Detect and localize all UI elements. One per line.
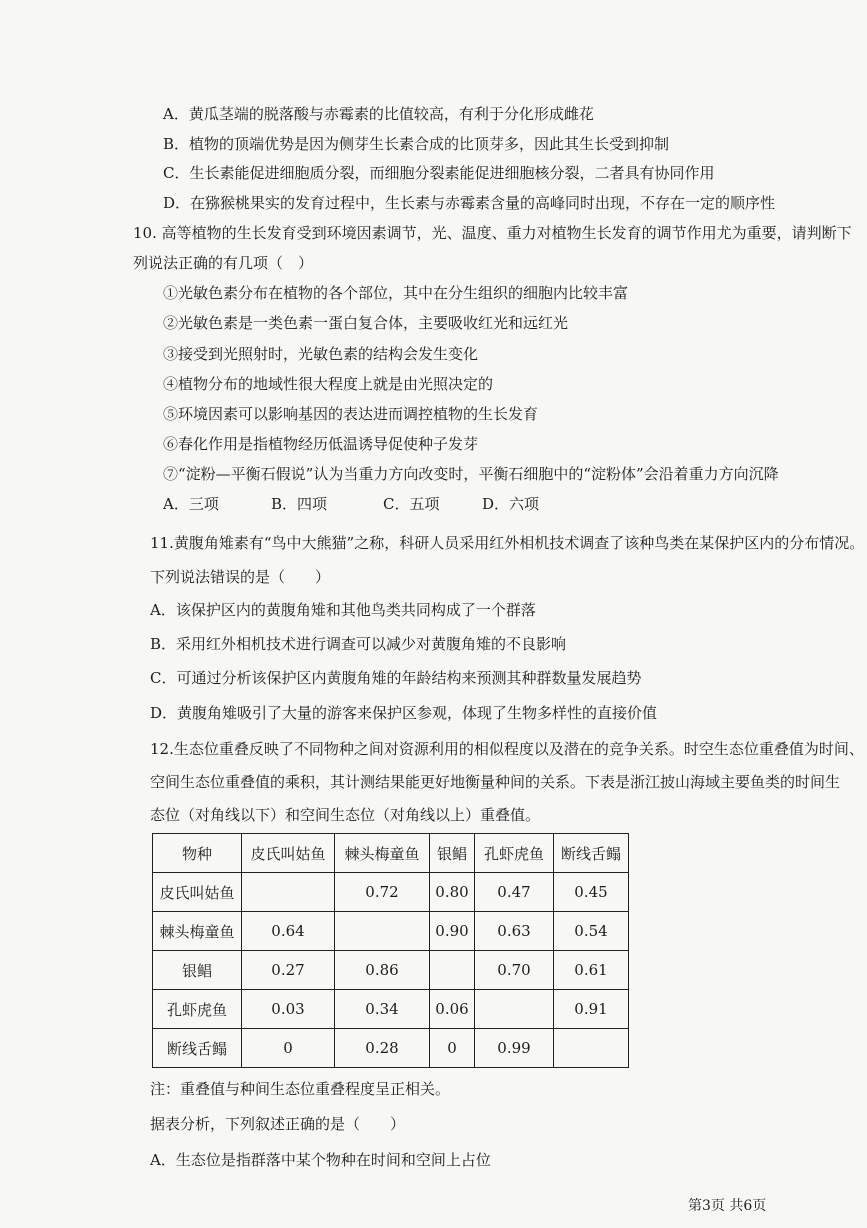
table-cell: 0.45 [554, 873, 629, 912]
q12-note: 注：重叠值与种间生态位重叠程度呈正相关。 [150, 1080, 451, 1098]
table-cell [335, 912, 430, 951]
q11-stem-line1: 11.黄腹角雉素有“鸟中大熊猫”之称，科研人员采用红外相机技术调查了该种鸟类在某保护区内的分布情况。 [150, 534, 865, 552]
table-cell: 0.54 [554, 912, 629, 951]
row-label: 孔虾虎鱼 [153, 990, 242, 1029]
table-cell [475, 990, 554, 1029]
niche-overlap-table [152, 833, 629, 1068]
header-col-3: 银鲳 [430, 834, 475, 873]
table-row [153, 873, 629, 912]
table-cell: 0.64 [242, 912, 335, 951]
q10-option-b: B．四项 [271, 495, 328, 513]
table-cell [242, 873, 335, 912]
table-row [153, 990, 629, 1029]
q11-stem-line2: 下列说法错误的是（ ） [150, 568, 331, 586]
header-col-1: 皮氏叫姑鱼 [242, 834, 335, 873]
table-cell: 0.86 [335, 951, 430, 990]
table-cell: 0.28 [335, 1029, 430, 1068]
row-label: 皮氏叫姑鱼 [153, 873, 242, 912]
q10-item-5: ⑤环境因素可以影响基因的表达进而调控植物的生长发育 [163, 405, 539, 423]
header-species: 物种 [153, 834, 242, 873]
q11-option-b: B．采用红外相机技术进行调查可以减少对黄腹角雉的不良影响 [150, 635, 567, 653]
q10-item-4: ④植物分布的地域性很大程度上就是由光照决定的 [163, 375, 494, 393]
table-cell: 0 [430, 1029, 475, 1068]
q12-stem-line1: 12.生态位重叠反映了不同物种之间对资源利用的相似程度以及潜在的竞争关系。时空生态位重叠值为时间、 [150, 740, 864, 758]
q11-option-a: A．该保护区内的黄腹角雉和其他鸟类共同构成了一个群落 [150, 601, 536, 619]
q9-option-b: B．植物的顶端优势是因为侧芽生长素合成的比顶芽多，因此其生长受到抑制 [163, 135, 670, 153]
table-cell: 0.72 [335, 873, 430, 912]
row-label: 断线舌鳎 [153, 1029, 242, 1068]
table-cell: 0.61 [554, 951, 629, 990]
q10-item-3: ③接受到光照射时，光敏色素的结构会发生变化 [163, 345, 479, 363]
q10-option-d: D．六项 [482, 495, 540, 513]
q10-stem-line2: 列说法正确的有几项（ ） [133, 254, 314, 272]
table-cell: 0.06 [430, 990, 475, 1029]
table-row [153, 1029, 629, 1068]
table-cell: 0.03 [242, 990, 335, 1029]
q10-item-6: ⑥春化作用是指植物经历低温诱导促使种子发芽 [163, 435, 479, 453]
table-cell: 0.63 [475, 912, 554, 951]
q12-option-a: A．生态位是指群落中某个物种在时间和空间上占位 [150, 1151, 491, 1169]
q10-option-a: A．三项 [163, 495, 219, 513]
table-cell: 0.91 [554, 990, 629, 1029]
q9-option-c: C．生长素能促进细胞质分裂，而细胞分裂素能促进细胞核分裂，二者具有协同作用 [163, 164, 715, 182]
q9-option-a: A．黄瓜茎端的脱落酸与赤霉素的比值较高，有利于分化形成雌花 [163, 105, 594, 123]
table-header-row [153, 834, 629, 873]
table-cell [430, 951, 475, 990]
header-col-2: 棘头梅童鱼 [335, 834, 430, 873]
header-col-4: 孔虾虎鱼 [475, 834, 554, 873]
q12-prompt: 据表分析，下列叙述正确的是（ ） [150, 1115, 406, 1133]
table-row [153, 951, 629, 990]
table-cell: 0.27 [242, 951, 335, 990]
header-col-5: 断线舌鳎 [554, 834, 629, 873]
q12-stem-line3: 态位（对角线以下）和空间生态位（对角线以上）重叠值。 [150, 806, 541, 824]
q11-option-d: D．黄腹角雉吸引了大量的游客来保护区参观，体现了生物多样性的直接价值 [150, 704, 658, 722]
table-cell: 0.34 [335, 990, 430, 1029]
q12-stem-line2: 空间生态位重叠值的乘积，其计测结果能更好地衡量种间的关系。下表是浙江披山海域主要鱼类的时间生 [150, 773, 841, 791]
q11-option-c: C．可通过分析该保护区内黄腹角雉的年龄结构来预测其种群数量发展趋势 [150, 669, 642, 687]
page-footer: 第3页 共6页 [688, 1198, 767, 1214]
q10-item-1: ①光敏色素分布在植物的各个部位，其中在分生组织的细胞内比较丰富 [163, 284, 629, 302]
table-cell: 0.90 [430, 912, 475, 951]
q10-item-2: ②光敏色素是一类色素一蛋白复合体，主要吸收红光和远红光 [163, 314, 569, 332]
q10-item-7: ⑦“淀粉—平衡石假说”认为当重力方向改变时，平衡石细胞中的“淀粉体”会沿着重力方向沉降 [163, 465, 779, 483]
q9-option-d: D．在猕猴桃果实的发育过程中，生长素与赤霉素含量的高峰同时出现，不存在一定的顺序性 [163, 194, 776, 212]
table-row [153, 912, 629, 951]
table-cell: 0 [242, 1029, 335, 1068]
table-cell: 0.80 [430, 873, 475, 912]
row-label: 棘头梅童鱼 [153, 912, 242, 951]
table-cell: 0.99 [475, 1029, 554, 1068]
q10-stem-line1: 10. 高等植物的生长发育受到环境因素调节，光、温度、重力对植物生长发育的调节作用尤为重要，请判断下 [133, 224, 852, 242]
table-cell: 0.70 [475, 951, 554, 990]
table-cell: 0.47 [475, 873, 554, 912]
q10-option-c: C．五项 [383, 495, 440, 513]
table-cell [554, 1029, 629, 1068]
row-label: 银鲳 [153, 951, 242, 990]
